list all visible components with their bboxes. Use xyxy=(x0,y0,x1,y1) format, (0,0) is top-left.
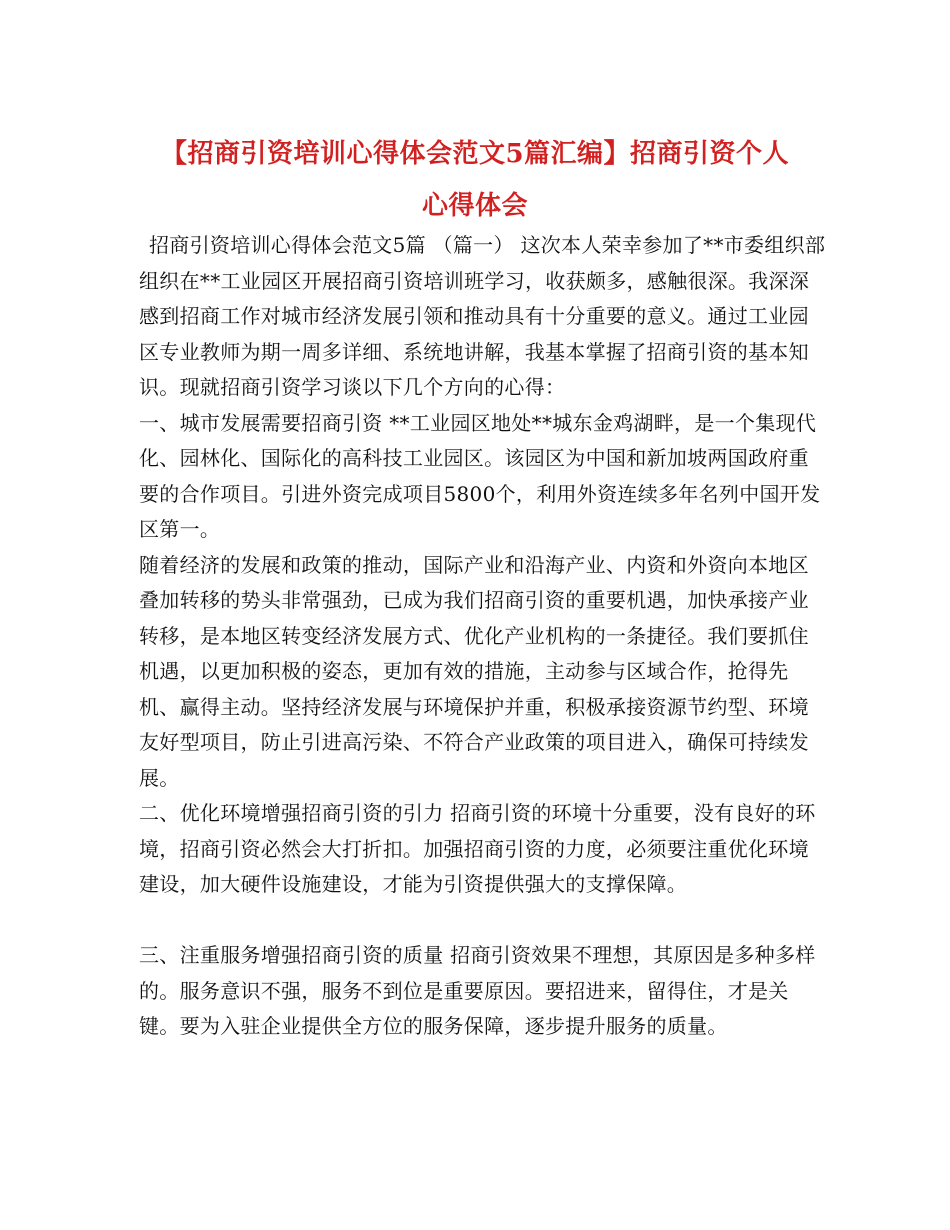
document-body xyxy=(139,228,829,1045)
paragraph-section-3: 三、注重服务增强招商引资的质量 招商引资效果不理想，其原因是多种多样的。服务意识不强，服务不到位是重要原因。要招进来，留得住，才是关键。要为入驻企业提供全方位的服务保障，逐步提升服务的质量。 xyxy=(139,943,816,1038)
title-line-2: 心得体会 xyxy=(421,191,528,221)
paragraph-section-1-cont: 随着经济的发展和政策的推动，国际产业和沿海产业、内资和外资向本地区叠加转移的势头非常强劲，已成为我们招商引资的重要机遇，加快承接产业转移，是本地区转变经济发展方式、优化产业机构的一条捷径。我们要抓住机遇，以更加积极的姿态，更加有效的措施，主动参与区域合作，抢得先机、赢得主动。坚持经济发展与环境保护并重，积极承接资源节约型、环境友好型项目，防止引进高污染、不符合产业政策的项目进入，确保可持续发展。 xyxy=(139,552,809,790)
document-title xyxy=(120,128,830,232)
paragraph-section-2: 二、优化环境增强招商引资的引力 招商引资的环境十分重要，没有良好的环境，招商引资必然会大打折扣。加强招商引资的力度，必须要注重优化环境建设，加大硬件设施建设，才能为引资提供强大的支撑保障。 xyxy=(139,801,816,896)
title-line-1: 【招商引资培训心得体会范文5篇汇编】招商引资个人 xyxy=(160,139,790,169)
paragraph-section-1: 一、城市发展需要招商引资 **工业园区地处**城东金鸡湖畔，是一个集现代化、园林化、国际化的高科技工业园区。该园区为中国和新加坡两国政府重要的合作项目。引进外资完成项目5800个，利用外资连续多年名列中国开发区第一。 xyxy=(139,410,821,541)
paragraph-intro: 招商引资培训心得体会范文5篇 （篇一） 这次本人荣幸参加了**市委组织部组织在**工业园区开展招商引资培训班学习，收获颇多，感触很深。我深深感到招商工作对城市经济发展引领和推动具有十分重要的意义。通过工业园区专业教师为期一周多详细、系统地讲解，我基本掌握了招商引资的基本知识。现就招商引资学习谈以下几个方向的心得： xyxy=(139,233,826,399)
